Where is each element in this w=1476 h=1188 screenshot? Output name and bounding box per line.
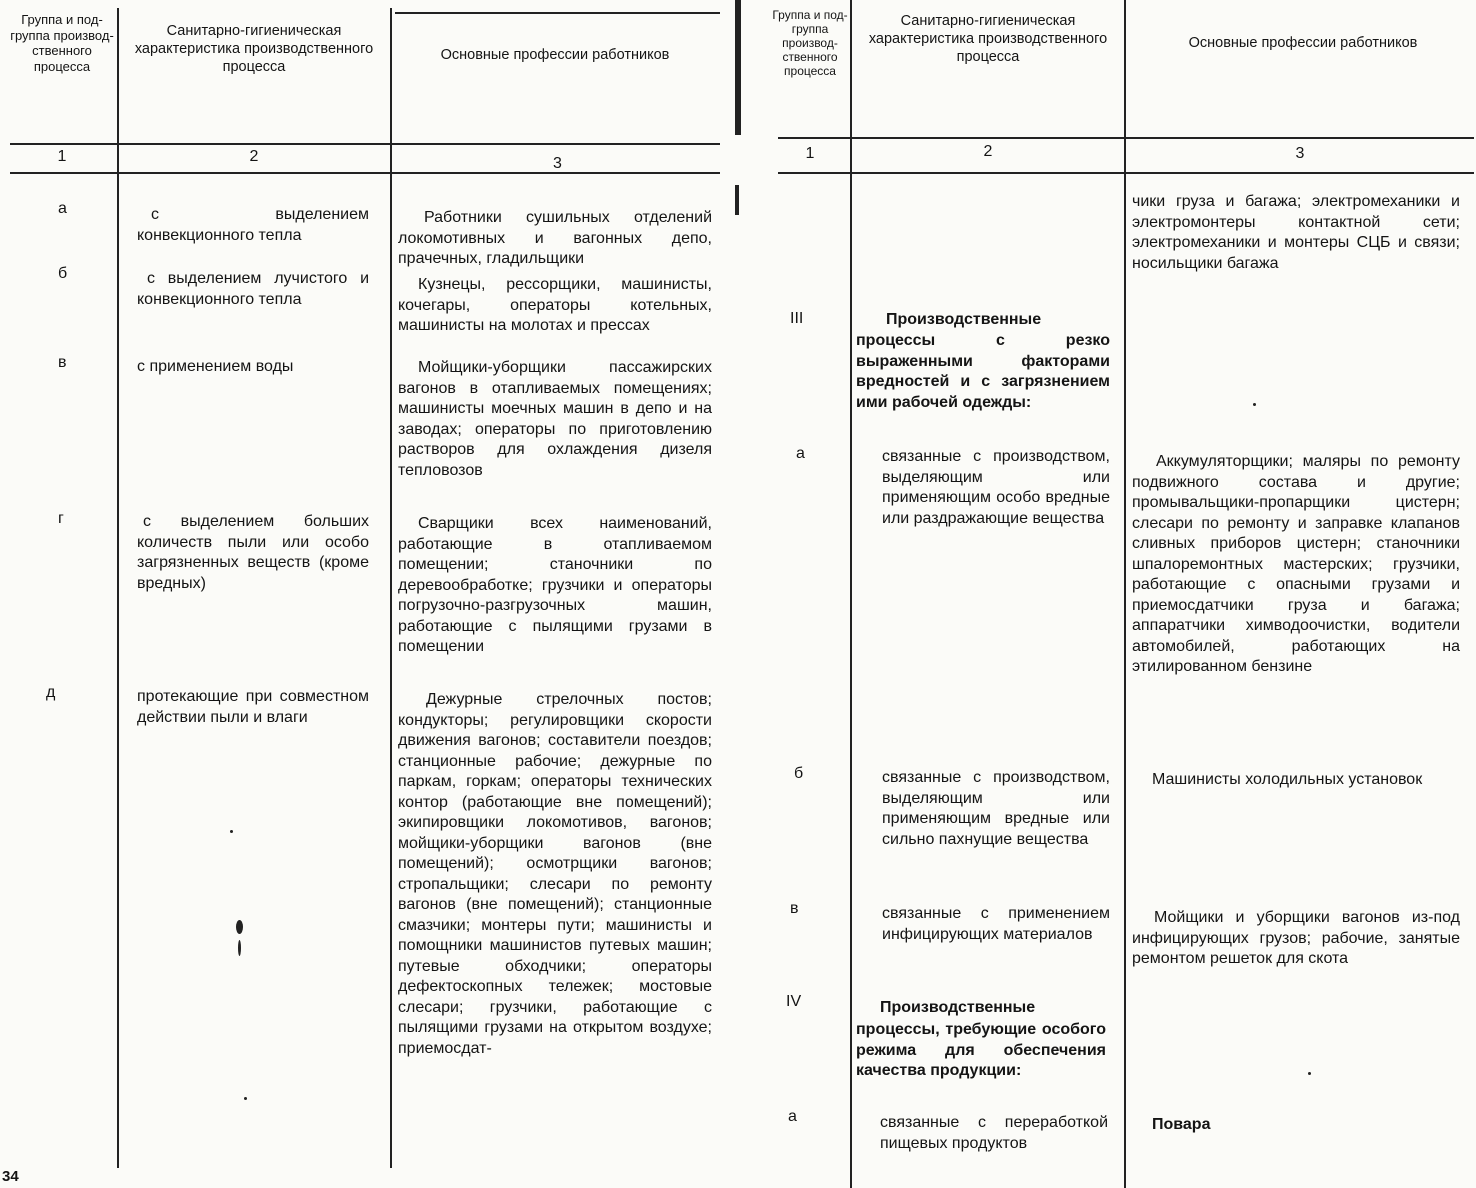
row-code: б bbox=[58, 265, 68, 282]
group-code: IV bbox=[786, 993, 802, 1010]
row-code: а bbox=[788, 1108, 797, 1125]
column-divider bbox=[390, 8, 392, 1168]
header-group: Группа и под-группа производ-ственного процесса bbox=[772, 8, 848, 78]
row-characteristic: с выделением лучистого и конвекционного тепла bbox=[137, 270, 369, 308]
group-characteristic: процессы с резко выраженными факторами вредностей и с загрязнением ими рабочей одежды: bbox=[856, 332, 1110, 411]
group-title: Производственные bbox=[886, 311, 1042, 328]
top-rule bbox=[395, 12, 720, 14]
right-page bbox=[768, 0, 1476, 1188]
row-characteristic: связанные с переработкой пищевых продуктов bbox=[880, 1114, 1108, 1152]
header-rule bbox=[778, 137, 1474, 139]
row-code: б bbox=[794, 765, 804, 782]
header-characteristic: Санитарно-гигиеническая характеристика производственного процесса bbox=[868, 13, 1108, 65]
header-professions: Основные профессии работников bbox=[1188, 35, 1418, 51]
scan-speck bbox=[238, 940, 241, 956]
scan-speck bbox=[230, 830, 233, 833]
row-code: а bbox=[58, 200, 67, 217]
row-code: г bbox=[58, 510, 64, 527]
column-number: 1 bbox=[57, 148, 67, 165]
row-characteristic: связанные с производством, выделяющим или применяющим особо вредные или раздражающие вещества bbox=[882, 448, 1110, 527]
header-professions: Основные профессии работников bbox=[440, 47, 670, 63]
page-number: 34 bbox=[2, 1168, 19, 1185]
group-characteristic: процессы, требующие особого режима для обеспечения качества продукции: bbox=[856, 1021, 1106, 1079]
column-number: 2 bbox=[983, 143, 993, 160]
row-professions: Кузнецы, рессорщики, машинисты, кочегары, операторы котельных, машинисты на молотах и прессах bbox=[398, 276, 712, 334]
numbers-rule bbox=[778, 172, 1474, 174]
row-code: в bbox=[790, 900, 799, 917]
row-professions: Мойщики-уборщики пассажирских вагонов в отапливаемых помещениях; машинисты моечных машин в депо и на заводах; операторы по приготовлению растворов для охлаждения дизеля тепловозов bbox=[398, 359, 712, 479]
row-professions: Сварщики всех наименований, работающие в отапливаемом помещении; станочники по деревообработке; грузчики и операторы погрузочно-разгрузочных машин, работающие с пылящими грузами в помещении bbox=[398, 515, 712, 655]
group-title: Производственные bbox=[880, 999, 1036, 1016]
row-professions: Работники сушильных отделений локомотивных и вагонных депо, прачечных, гладильщики bbox=[398, 209, 712, 267]
group-code: III bbox=[790, 310, 804, 327]
header-group: Группа и под-группа производ-ственного процесса bbox=[10, 12, 114, 74]
scan-speck bbox=[1308, 1072, 1311, 1075]
row-code: а bbox=[796, 445, 805, 462]
column-divider bbox=[1124, 0, 1126, 1188]
left-page bbox=[0, 0, 730, 1188]
book-spine bbox=[735, 185, 739, 215]
row-professions: Мойщики и уборщики вагонов из-под инфицирующих грузов; рабочие, занятые ремонтом решеток для скота bbox=[1132, 909, 1460, 967]
row-characteristic: с применением воды bbox=[137, 358, 294, 375]
column-number: 3 bbox=[553, 155, 562, 172]
row-professions: Дежурные стрелочных постов; кондукторы; регулировщики скорости движения вагонов; составители поездов; станционные рабочие; дежурные по паркам, горкам; операторы технических контор (работающие вне помещений); экипировщики локомотивов, вагонов; мойщики-уборщики вагонов (вне помещений); осмотрщики вагонов; стропальщики; слесари по ремонту вагонов (вне помещений); станционные смазчики; монтеры пути; машинисты и помощники машинистов путевых машин; путевые обходчики; операторы дефектоскопных тележек; мостовые слесари; грузчики, работающие с пылящими грузами на открытом воздухе; приемосдат- bbox=[398, 691, 712, 1057]
row-characteristic: с выделением больших количеств пыли или особо загрязненных веществ (кроме вредных) bbox=[137, 513, 369, 592]
column-number: 3 bbox=[1295, 145, 1305, 162]
row-code: в bbox=[58, 354, 67, 371]
row-professions: Аккумуляторщики; маляры по ремонту подвижного состава и другие; промывальщики-пропарщики цистерн; слесари по ремонту и заправке клапанов сливных приборов цистерн; станочники шпалоремонтных мастерских; грузчики, работающие с опасными грузами и приемосдатчики груза и багажа; аппаратчики химводоочистки, водители автомобилей, работающих на этилированном бензине bbox=[1132, 453, 1460, 675]
row-characteristic: с выделением конвекционного тепла bbox=[137, 206, 369, 244]
header-characteristic: Санитарно-гигиеническая характеристика производственного процесса bbox=[134, 23, 374, 75]
scan-speck bbox=[244, 1097, 247, 1100]
row-professions: Повара bbox=[1152, 1116, 1211, 1133]
column-number: 2 bbox=[249, 148, 259, 165]
book-spine bbox=[735, 0, 741, 135]
column-divider bbox=[117, 8, 119, 1168]
column-number: 1 bbox=[805, 145, 815, 162]
scan-speck bbox=[236, 920, 243, 934]
row-characteristic: связанные с применением инфицирующих материалов bbox=[882, 905, 1110, 943]
header-rule bbox=[10, 143, 720, 145]
professions-continuation: чики груза и багажа; электромеханики и электромонтеры контактной сети; электромеханики и монтеры СЦБ и связи; носильщики багажа bbox=[1132, 193, 1460, 272]
row-code: д bbox=[46, 684, 56, 701]
scan-speck bbox=[1253, 403, 1256, 406]
column-divider bbox=[850, 0, 852, 1188]
row-characteristic: связанные с производством, выделяющим или применяющим вредные или сильно пахнущие вещества bbox=[882, 769, 1110, 848]
row-characteristic: протекающие при совместном действии пыли и влаги bbox=[137, 688, 369, 726]
row-professions: Машинисты холодильных установок bbox=[1152, 771, 1423, 788]
